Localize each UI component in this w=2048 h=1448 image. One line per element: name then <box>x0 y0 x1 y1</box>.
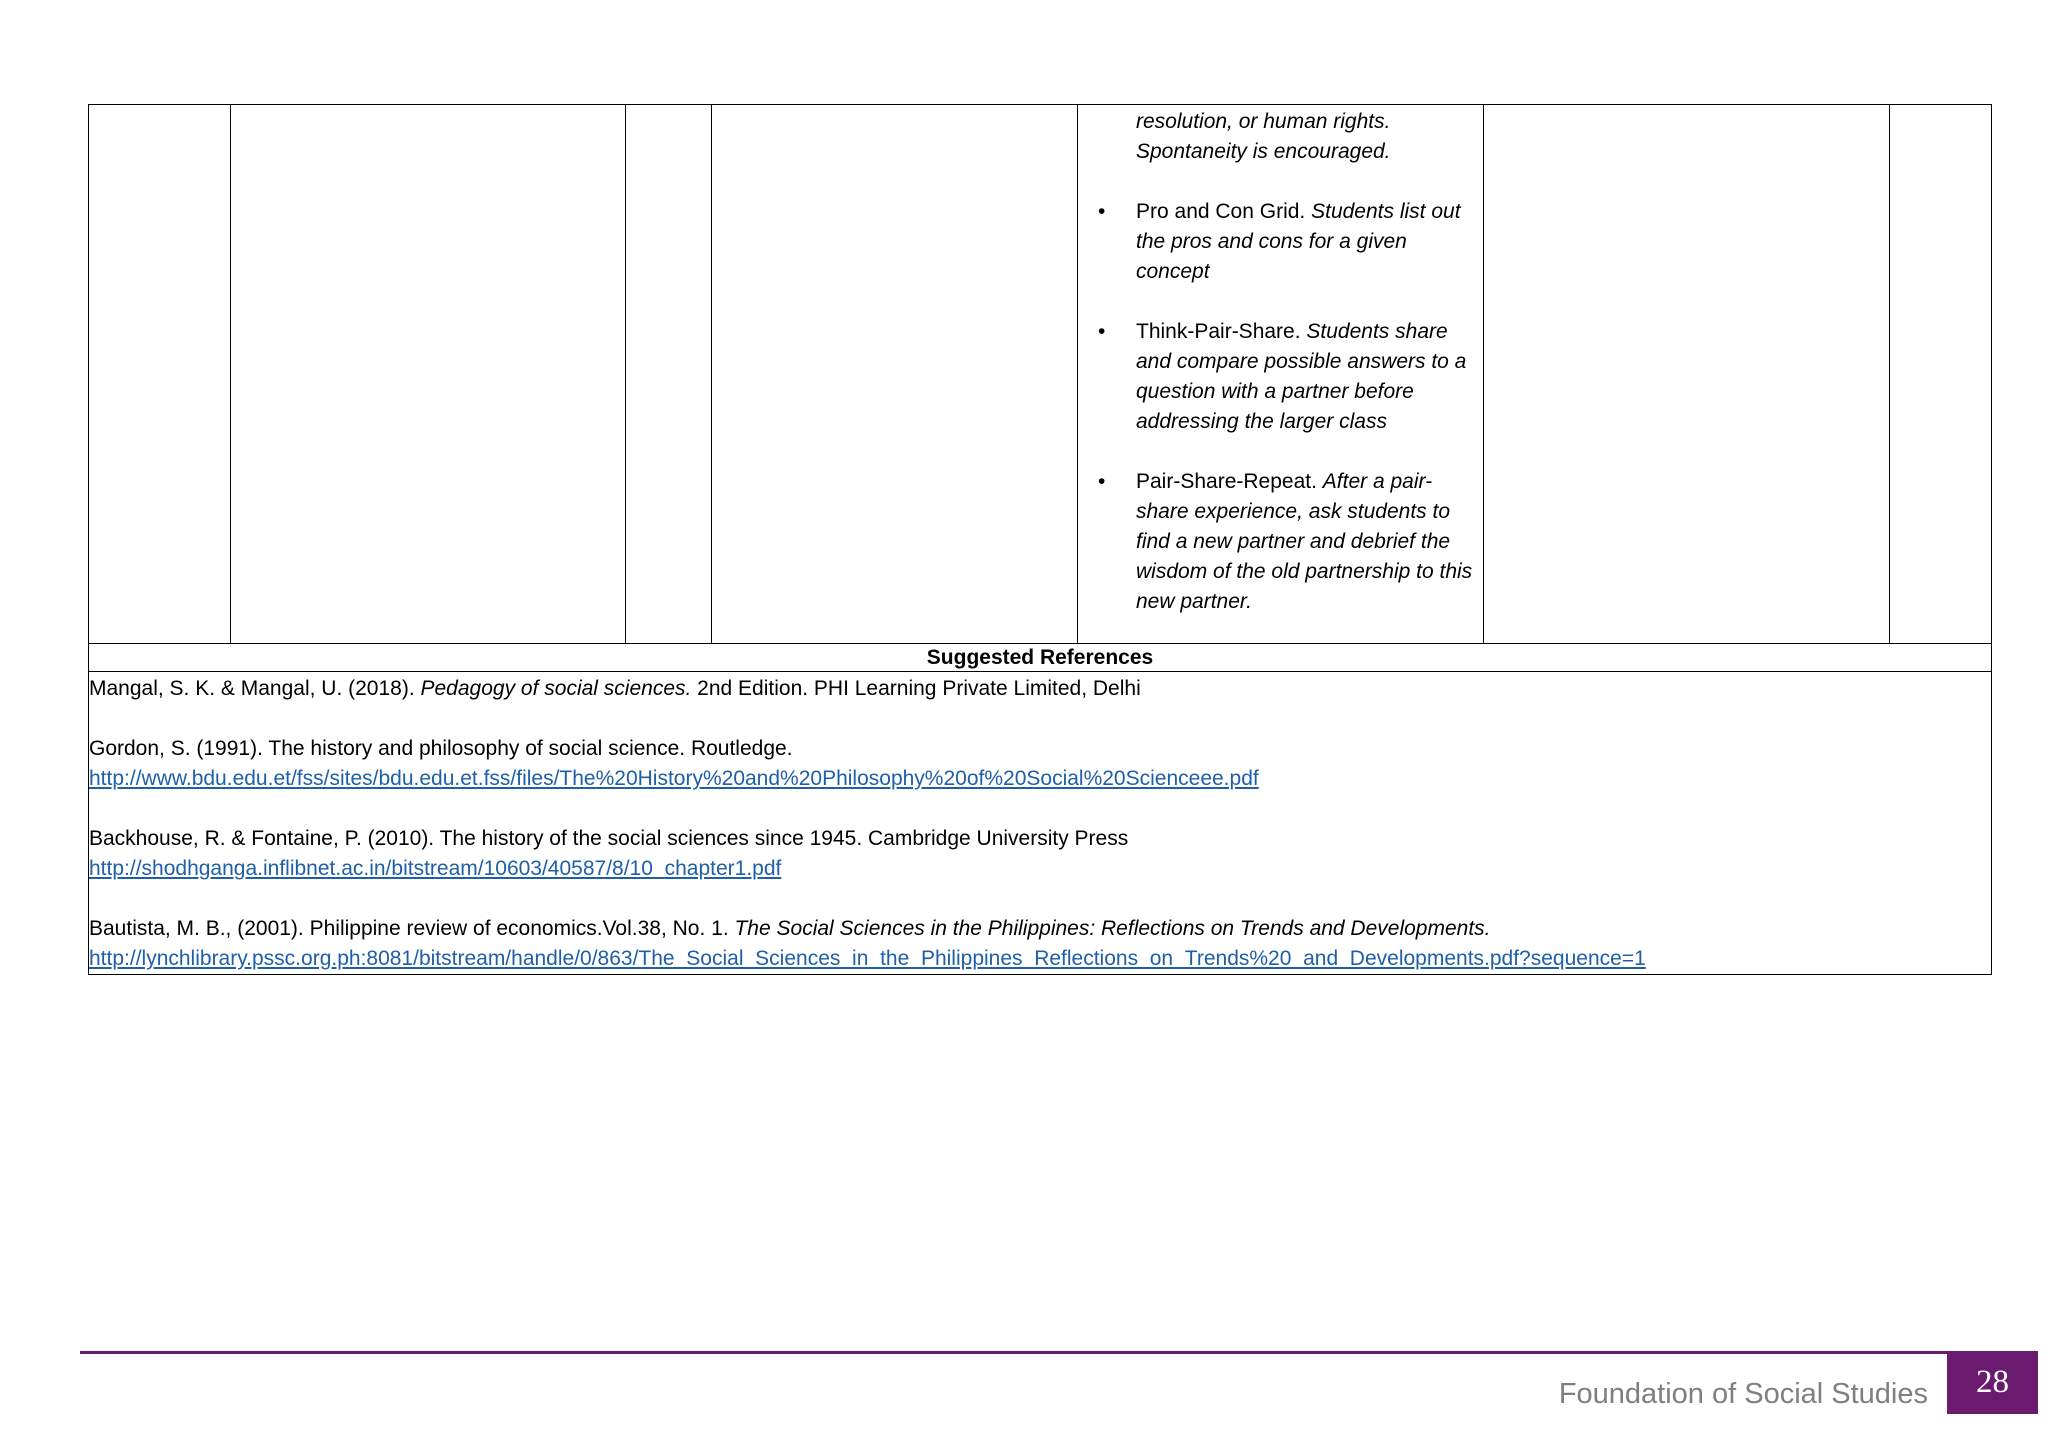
activity-name: Think-Pair-Share. <box>1136 320 1301 343</box>
reference-entry <box>89 914 1991 974</box>
reference-text: Bautista, M. B., (2001). Philippine review of economics.Vol.38, No. 1. <box>89 917 735 940</box>
reference-title: Pedagogy of social sciences. <box>420 677 692 700</box>
table-cell <box>1484 105 1890 644</box>
reference-text: Mangal, S. K. & Mangal, U. (2018). <box>89 677 421 700</box>
table-cell <box>231 105 626 644</box>
activity-name: Pair-Share-Repeat. <box>1136 470 1317 493</box>
reference-link[interactable]: http://shodhganga.inflibnet.ac.in/bitstream/10603/40587/8/10_chapter1.pdf <box>89 857 782 880</box>
references-heading-row <box>89 644 1992 672</box>
page-number: 28 <box>1947 1351 2038 1414</box>
activity-item <box>1092 317 1473 437</box>
reference-title: The Social Sciences in the Philippines: Reflections on Trends and Developments. <box>734 917 1491 940</box>
course-table <box>88 104 1992 975</box>
reference-link[interactable]: http://www.bdu.edu.et/fss/sites/bdu.edu.et.fss/files/The%20History%20and%20Philosophy%20of%20Social%20Scienceee.pdf <box>89 767 1259 790</box>
activity-item <box>1092 467 1473 617</box>
footer-title: Foundation of Social Studies <box>1558 1378 1928 1410</box>
table-cell <box>89 105 231 644</box>
table-cell <box>712 105 1078 644</box>
reference-text-after: 2nd Edition. PHI Learning Private Limited, Delhi <box>691 677 1141 700</box>
bullet-icon: • <box>1098 320 1106 343</box>
activity-list <box>1092 197 1473 617</box>
activity-continuation: resolution, or human rights. Spontaneity is encouraged. <box>1136 110 1391 163</box>
activity-item <box>1092 197 1473 287</box>
reference-text: Gordon, S. (1991). The history and philosophy of social science. Routledge. <box>89 737 793 760</box>
reference-text: Backhouse, R. & Fontaine, P. (2010). The history of the social sciences since 1945. Cambridge University Press <box>89 827 1129 850</box>
activity-name: Pro and Con Grid. <box>1136 200 1306 223</box>
table-cell <box>1890 105 1992 644</box>
table-row <box>89 105 1992 644</box>
table-cell <box>626 105 712 644</box>
reference-link[interactable]: http://lynchlibrary.pssc.org.ph:8081/bitstream/handle/0/863/The_Social_Sciences_in_the_Philippines_Reflections_on_Trends%20_and_Developments.pdf?sequence=1 <box>89 947 1646 970</box>
activity-description: Students share and compare possible answers to a question with a partner before addressing the larger class <box>1136 320 1467 433</box>
references-cell <box>89 672 1992 975</box>
activity-description: Students list out the pros and cons for a given concept <box>1136 200 1461 283</box>
reference-entry <box>89 674 1991 704</box>
activity-description: After a pair-share experience, ask students to find a new partner and debrief the wisdom of the old partnership to this new partner. <box>1136 470 1473 613</box>
reference-entry <box>89 734 1991 794</box>
reference-entry <box>89 824 1991 884</box>
bullet-icon: • <box>1098 200 1106 223</box>
bullet-icon: • <box>1098 470 1106 493</box>
footer-divider <box>80 1351 1950 1354</box>
activities-cell <box>1078 105 1484 644</box>
references-row <box>89 672 1992 975</box>
references-heading: Suggested References <box>89 644 1992 672</box>
